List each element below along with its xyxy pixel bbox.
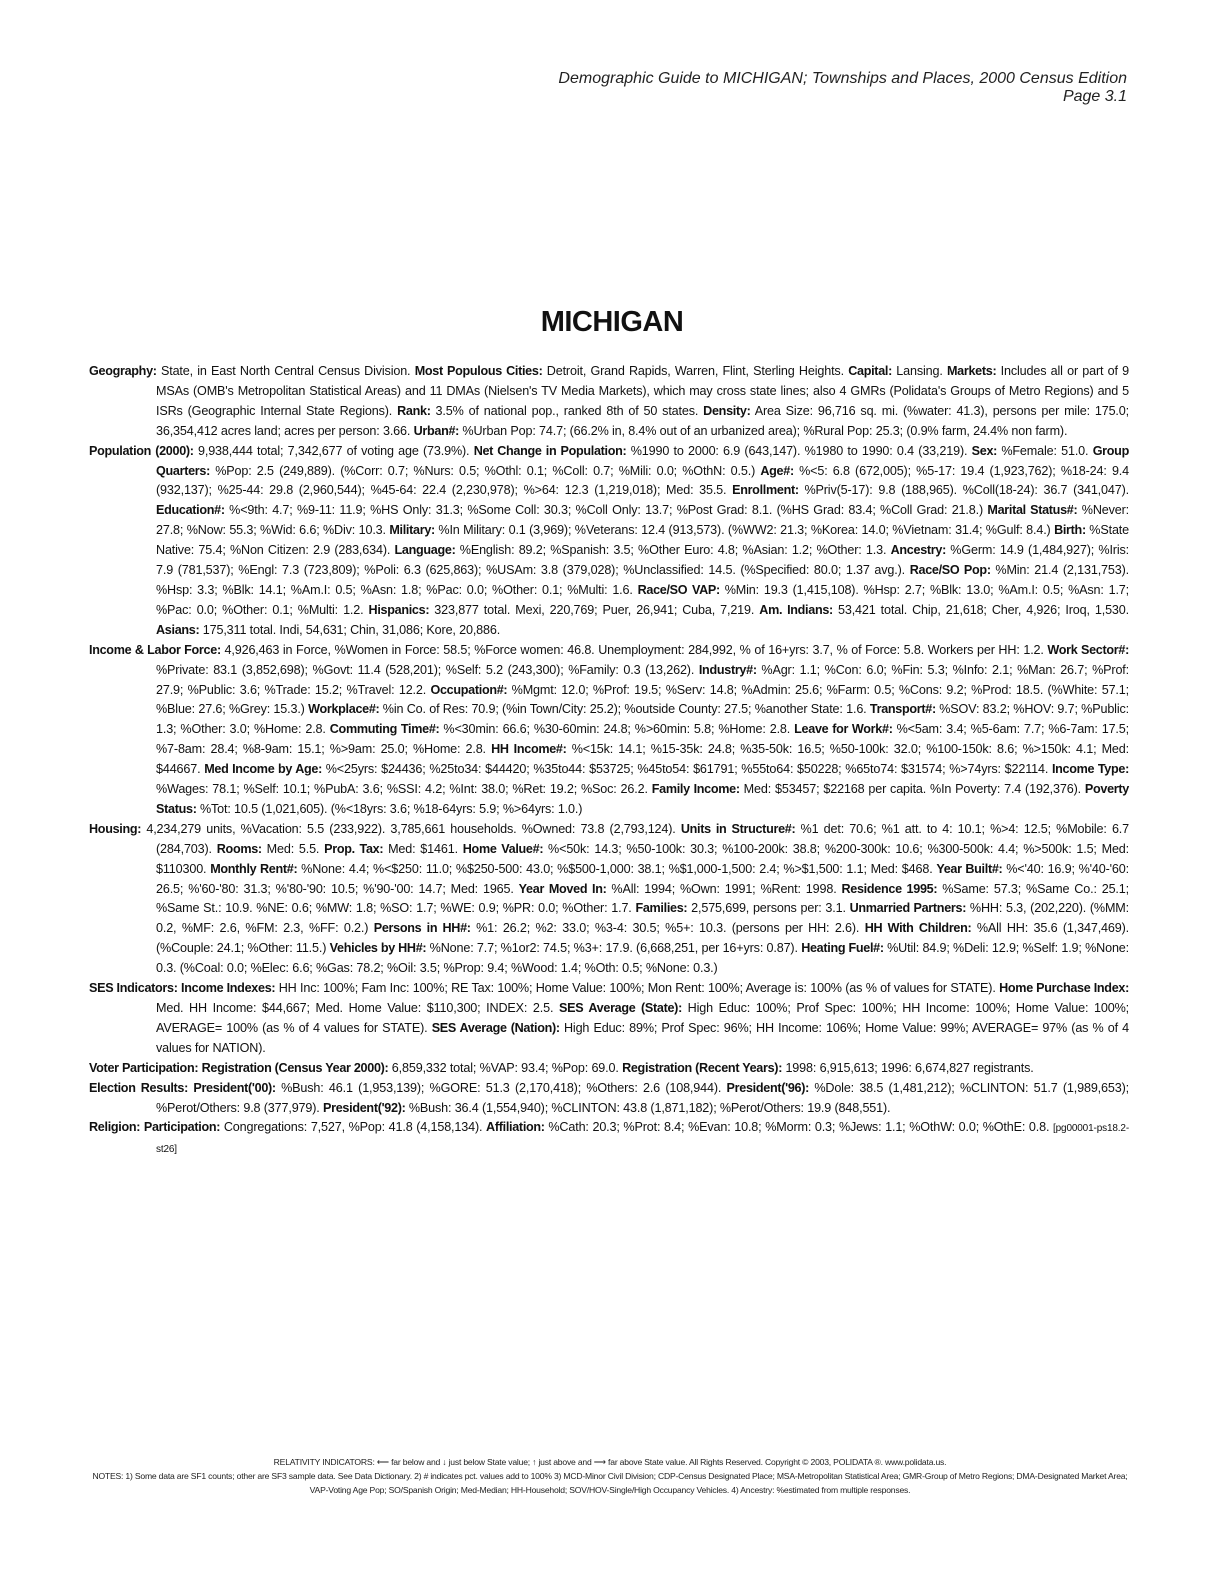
field-value: %Female: 51.0. xyxy=(997,443,1093,458)
field-value: HH Inc: 100%; Fam Inc: 100%; RE Tax: 100%; Home Value: 100%; Mon Rent: 100%; Average is: 100% (as % of values for STATE). xyxy=(275,981,1000,996)
field-label: Language: xyxy=(394,543,456,558)
field-label: Affiliation: xyxy=(486,1120,545,1135)
field-value: Med. HH Income: $44,667; Med. Home Value: $110,300; INDEX: 2.5. xyxy=(156,1001,559,1015)
field-value: %Wages: 78.1; %Self: 10.1; %PubA: 3.6; %SSI: 4.2; %Int: 38.0; %Ret: 19.2; %Soc: 26.2. xyxy=(156,782,652,797)
field-label: Sex: xyxy=(971,443,998,458)
field-value: Med: 5.5. xyxy=(261,841,325,856)
field-value: 323,877 total. Mexi, 220,769; Puer, 26,941; Cuba, 7,219. xyxy=(429,602,760,617)
field-value: 3.5% of national pop., ranked 8th of 50 states. xyxy=(430,403,704,418)
field-label: President('92): xyxy=(323,1100,406,1115)
section-label: Religion: xyxy=(89,1120,141,1135)
field-value: %Cath: 20.3; %Prot: 8.4; %Evan: 10.8; %Morm: 0.3; %Jews: 1.1; %OthW: 0.0; %OthE: 0.8. xyxy=(544,1120,1053,1135)
field-value: 2,575,699, persons per: 3.1. xyxy=(687,901,850,916)
field-label: Home Purchase Index: xyxy=(999,981,1130,996)
field-label: Heating Fuel#: xyxy=(801,941,884,956)
section-election-results xyxy=(89,1079,1129,1119)
field-label: Family Income: xyxy=(651,782,740,797)
field-label: Net Change in Population: xyxy=(473,443,627,458)
field-label: Residence 1995: xyxy=(841,881,938,896)
field-value: Detroit, Grand Rapids, Warren, Flint, Sterling Heights. xyxy=(542,364,849,378)
field-value: %Agr: 1.1; %Con: 6.0; %Fin: 5.3; %Info: 2.1; %Man: 26.7; %Prof: 27.9; %Public: 3.6; %Trade: 15.2; %Travel: 12.2. xyxy=(156,662,1130,697)
field-value: Lansing. xyxy=(892,364,947,378)
field-value: %Util: 84.9; %Deli: 12.9; %Self: 1.9; %None: 0.3. (%Coal: 0.0; %Elec: 6.6; %Gas: 78.2; %Oil: 3.5; %Prop: 9.4; %Wood: 1.4; %Oth: 0.5; %None: 0.3.) xyxy=(156,941,1130,976)
field-value: %Bush: 46.1 (1,953,139); %GORE: 51.3 (2,170,418); %Others: 2.6 (108,944). xyxy=(275,1080,727,1095)
field-label: Commuting Time#: xyxy=(329,722,440,737)
field-label: SES Average (State): xyxy=(559,1001,682,1015)
field-value: %1990 to 2000: 6.9 (643,147). %1980 to 1990: 0.4 (33,219). xyxy=(626,443,972,458)
field-value: %<25yrs: $24436; %25to34: $44420; %35to44: $53725; %45to54: $61791; %55to64: $50228; %65to74: $31574; %>74yrs: $22114. xyxy=(322,762,1052,777)
field-value: %Mgmt: 12.0; %Prof: 19.5; %Serv: 14.8; %Admin: 25.6; %Farm: 0.5; %Cons: 9.2; %Prod: 18.5. (%White: 57.1; %Blue: 27.6; %Grey: 15.3.) xyxy=(156,682,1129,717)
section-ses-indicators xyxy=(89,979,1129,1059)
field-value: %<15k: 14.1; %15-35k: 24.8; %35-50k: 16.5; %50-100k: 32.0; %100-150k: 8.6; %>150k: 4.1; Med: $44667. xyxy=(156,742,1129,777)
field-label: Industry#: xyxy=(698,662,757,677)
field-value: Med: $53457; $22168 per capita. %In Poverty: 7.4 (192,376). xyxy=(739,782,1085,797)
field-value: Area Size: 96,716 sq. mi. (%water: 41.3), persons per mile: 175.0; 36,354,412 acres land; acres per person: 3.66. xyxy=(156,403,1129,438)
field-label: Participation: xyxy=(143,1120,221,1135)
section-voter-participation xyxy=(89,1059,1129,1079)
field-label: Ancestry: xyxy=(890,543,947,558)
field-value: %In Military: 0.1 (3,969); %Veterans: 12.4 (913,573). (%WW2: 21.3; %Korea: 14.0; %Vietnam: 31.4; %Gulf: 8.4.) xyxy=(434,523,1055,538)
state-title: MICHIGAN xyxy=(540,306,684,338)
field-label: Hispanics: xyxy=(368,602,430,617)
section-religion xyxy=(89,1118,1129,1160)
field-value: %<30min: 66.6; %30-60min: 24.8; %>60min: 5.8; %Home: 2.8. xyxy=(439,722,795,737)
field-label: Group Quarters: xyxy=(156,443,1129,478)
field-label: Home Value#: xyxy=(462,841,544,856)
field-value: %1: 26.2; %2: 33.0; %3-4: 30.5; %5+: 10.3. (persons per HH: 2.6). xyxy=(470,921,865,936)
page-number: Page 3.1 xyxy=(1062,88,1127,105)
field-label: Leave for Work#: xyxy=(794,722,893,737)
section-label: SES Indicators: xyxy=(89,981,178,996)
field-value: 6,859,332 total; %VAP: 93.4; %Pop: 69.0. xyxy=(388,1060,623,1075)
field-label: HH Income#: xyxy=(491,742,567,757)
field-label: HH With Children: xyxy=(864,921,972,936)
field-value: %Priv(5-17): 9.8 (188,965). %Coll(18-24): 36.7 (341,047). xyxy=(798,483,1129,498)
field-value: %Pop: 2.5 (249,889). (%Corr: 0.7; %Nurs: 0.5; %Othl: 0.1; %Coll: 0.7; %Mili: 0.0; %OthN: 0.5.) xyxy=(210,463,761,478)
field-label: Rooms: xyxy=(216,841,262,856)
section-label: Population (2000): xyxy=(89,443,194,458)
field-value: %<9th: 4.7; %9-11: 11.9; %HS Only: 31.3; %Some Coll: 30.3; %Coll Only: 13.7; %Post Grad: 8.1. (%HS Grad: 83.4; %Coll Grad: 21.8.) xyxy=(224,503,988,518)
field-value: Congregations: 7,527, %Pop: 41.8 (4,158,134). xyxy=(220,1120,487,1135)
field-label: Transport#: xyxy=(869,702,936,717)
field-label: SES Average (Nation): xyxy=(431,1020,560,1035)
field-label: Enrollment: xyxy=(732,483,799,498)
section-label: Geography: xyxy=(89,364,157,378)
field-value: %English: 89.2; %Spanish: 3.5; %Other Euro: 4.8; %Asian: 1.2; %Other: 1.3. xyxy=(455,543,891,558)
field-value: %State Native: 75.4; %Non Citizen: 2.9 (283,634). xyxy=(156,523,1130,558)
field-value: %<'40: 16.9; %'40-'60: 26.5; %'60-'80: 31.3; %'80-'90: 10.5; %'90-'00: 14.7; Med: 1965. xyxy=(156,861,1129,896)
field-value: %Bush: 36.4 (1,554,940); %CLINTON: 43.8 (1,871,182); %Perot/Others: 19.9 (848,551). xyxy=(405,1100,891,1115)
section-population-2000 xyxy=(89,442,1129,641)
field-value: %Urban Pop: 74.7; (66.2% in, 8.4% out of an urbanized area); %Rural Pop: 25.3; (0.9% farm, 24.4% non farm). xyxy=(459,423,1068,438)
field-value: %<5: 6.8 (672,005); %5-17: 19.4 (1,923,762); %18-24: 9.4 (932,137); %25-44: 29.8 (2,960,544); %45-64: 22.4 (2,230,978); %>64: 12.3 (1,219,018); Med: 35.5. xyxy=(156,463,1130,498)
field-label: President('96): xyxy=(726,1080,810,1095)
field-label: Poverty Status: xyxy=(156,782,1129,816)
field-value: %None: 4.4; %<$250: 11.0; %$250-500: 43.0; %$500-1,000: 38.1; %$1,000-1,500: 2.4; %>$1,500: 1.1; Med: $468. xyxy=(297,861,937,876)
document-title: Demographic Guide to MICHIGAN; Townships and Places, 2000 Census Edition xyxy=(558,70,1127,87)
relativity-indicators: RELATIVITY INDICATORS: ⟵ far below and ↓ just below State value; ↑ just above and ⟶ far above State value. All Rights Reserved. Copyright © 2003, POLIDATA ®. www.polidata.us. xyxy=(273,1457,947,1467)
field-value: High Educ: 89%; Prof Spec: 96%; HH Income: 106%; Home Value: 99%; AVERAGE= 97% (as % of 4 values for NATION). xyxy=(156,1020,1129,1055)
profile-body xyxy=(89,362,1129,1160)
field-value: %<50k: 14.3; %50-100k: 30.3; %100-200k: 38.8; %200-300k: 10.6; %300-500k: 4.4; %>500k: 1.5; Med: $110300. xyxy=(156,841,1129,876)
field-value: %Never: 27.8; %Now: 55.3; %Wid: 6.6; %Div: 10.3. xyxy=(156,503,1130,538)
field-value: %None: 7.7; %1or2: 74.5; %3+: 17.9. (6,668,251, per 16+yrs: 0.87). xyxy=(426,941,802,956)
field-label: Work Sector#: xyxy=(1047,642,1129,657)
field-value: %SOV: 83.2; %HOV: 9.7; %Public: 1.3; %Other: 3.0; %Home: 2.8. xyxy=(156,702,1129,737)
field-value: %in Co. of Res: 70.9; (%in Town/City: 25.2); %outside County: 27.5; %another State: 1.6. xyxy=(379,702,870,717)
field-value: 1998: 6,915,613; 1996: 6,674,827 registrants. xyxy=(782,1060,1034,1075)
field-value: %Min: 19.3 (1,415,108). %Hsp: 2.7; %Blk: 13.0; %Am.I: 0.5; %Asn: 1.7; %Pac: 0.0; %Other: 0.1; %Multi: 1.2. xyxy=(156,582,1129,617)
field-value: 175,311 total. Indi, 54,631; Chin, 31,086; Kore, 20,886. xyxy=(199,622,501,637)
field-label: Vehicles by HH#: xyxy=(329,941,427,956)
field-label: Age#: xyxy=(760,463,794,478)
field-label: Monthly Rent#: xyxy=(210,861,298,876)
field-label: Military: xyxy=(389,523,435,538)
field-label: Asians: xyxy=(156,622,200,637)
field-value: %Private: 83.1 (3,852,698); %Govt: 11.4 (528,201); %Self: 5.2 (243,300); %Family: 0.3 (13,262). xyxy=(156,662,699,677)
section-geography xyxy=(89,362,1129,442)
field-value: %All: 1994; %Own: 1991; %Rent: 1998. xyxy=(606,881,842,896)
field-label: Am. Indians: xyxy=(759,602,833,617)
field-label: Units in Structure#: xyxy=(680,821,796,836)
field-label: Occupation#: xyxy=(430,682,508,697)
field-value: %Dole: 38.5 (1,481,212); %CLINTON: 51.7 (1,989,653); %Perot/Others: 9.8 (377,979). xyxy=(156,1080,1129,1115)
section-label: Voter Participation: xyxy=(89,1060,199,1075)
field-label: Birth: xyxy=(1054,523,1086,538)
field-value: Med: $1461. xyxy=(383,841,463,856)
field-label: Markets: xyxy=(946,364,997,378)
page-header xyxy=(558,70,1127,106)
section-income-labor-force xyxy=(89,641,1129,820)
section-label: Housing: xyxy=(89,821,142,836)
field-value: 9,938,444 total; 7,342,677 of voting age (73.9%). xyxy=(198,443,474,458)
field-value: 4,926,463 in Force, %Women in Force: 58.5; %Force women: 46.8. Unemployment: 284,992, % of 16+yrs: 3.7, % of Force: 5.8. Workers per HH: 1.2. xyxy=(224,642,1048,657)
field-label: Persons in HH#: xyxy=(373,921,471,936)
field-label: Registration (Census Year 2000): xyxy=(201,1060,389,1075)
footer-notes: NOTES: 1) Some data are SF1 counts; other are SF3 sample data. See Data Dictionary. 2) # indicates pct. values add to 100% 3) MCD-Minor Civil Division; CDP-Census Designated Place; MSA-Metropolitan Statistical Area; GMR-Group of Metro Regions; DMA-Designated Market Area; VAP-Voting Age Pop; SO/Spanish Origin; Med-Median; HH-Household; SOV/HOV-Single/High Occupancy Vehicles. 4) Ancestry: %estimated from multiple responses. xyxy=(92,1471,1128,1495)
field-label: Race/SO VAP: xyxy=(637,582,720,597)
field-value: %Same: 57.3; %Same Co.: 25.1; %Same St.: 10.9. %NE: 0.6; %MW: 1.8; %SO: 1.7; %WE: 0.9; %PR: 0.0; %Other: 1.7. xyxy=(156,881,1129,916)
field-value: %HH: 5.3, (202,220). (%MM: 0.2, %MF: 2.6, %FM: 2.3, %FF: 0.2.) xyxy=(156,901,1129,936)
field-value: %Germ: 14.9 (1,484,927); %Iris: 7.9 (781,537); %Engl: 7.3 (723,809); %Poli: 6.3 (625,863); %USAm: 3.8 (379,028); %Unclassified: 14.5. (%Specified: 80.0; 1.37 avg.). xyxy=(156,543,1129,578)
field-label: Unmarried Partners: xyxy=(849,901,967,916)
field-label: President('00): xyxy=(193,1080,276,1095)
field-value: 4,234,279 units, %Vacation: 5.5 (233,922). 3,785,661 households. %Owned: 73.8 (2,793,124). xyxy=(146,821,681,836)
field-value: %Tot: 10.5 (1,021,605). (%<18yrs: 3.6; %18-64yrs: 5.9; %>64yrs: 1.0.) xyxy=(196,801,583,816)
field-label: Year Built#: xyxy=(936,861,1003,876)
field-label: Marital Status#: xyxy=(987,503,1078,518)
field-value: %All HH: 35.6 (1,347,469). (%Couple: 24.1; %Other: 11.5.) xyxy=(156,921,1129,956)
field-value: State, in East North Central Census Division. xyxy=(160,364,415,378)
field-value: %<5am: 3.4; %5-6am: 7.7; %6-7am: 17.5; %7-8am: 28.4; %8-9am: 15.1; %>9am: 25.0; %Home: 2.8. xyxy=(156,722,1129,757)
field-label: Income Indexes: xyxy=(181,981,276,996)
field-label: Families: xyxy=(635,901,688,916)
field-label: Registration (Recent Years): xyxy=(622,1060,783,1075)
field-label: Density: xyxy=(703,403,751,418)
field-label: Capital: xyxy=(848,364,892,378)
field-label: Education#: xyxy=(156,503,225,518)
field-label: Year Moved In: xyxy=(518,881,607,896)
field-value: High Educ: 100%; Prof Spec: 100%; HH Income: 100%; Home Value: 100%; AVERAGE= 100% (as % of 4 values for STATE). xyxy=(156,1001,1129,1035)
section-housing xyxy=(89,820,1129,979)
section-label: Income & Labor Force: xyxy=(89,642,221,657)
section-label: Election Results: xyxy=(89,1080,189,1095)
field-label: Med Income by Age: xyxy=(204,762,322,777)
field-value: %1 det: 70.6; %1 att. to 4: 10.1; %>4: 12.5; %Mobile: 6.7 (284,703). xyxy=(156,821,1129,856)
page-tag: [pg00001-ps18.2-st26] xyxy=(156,1123,1129,1156)
field-value: 53,421 total. Chip, 21,618; Cher, 4,926; Iroq, 1,530. xyxy=(832,602,1129,617)
field-label: Workplace#: xyxy=(308,702,380,717)
field-label: Most Populous Cities: xyxy=(414,364,543,378)
field-label: Prop. Tax: xyxy=(324,841,384,856)
page-footer xyxy=(90,1455,1130,1497)
field-value: Includes all or part of 9 MSAs (OMB's Metropolitan Statistical Areas) and 11 DMAs (Nielsen's TV Media Markets), which may cross state lines; also 4 GMRs (Polidata's Groups of Metro Regions) and 5 ISRs (Geographic Internal State Regions). xyxy=(156,364,1129,418)
field-label: Rank: xyxy=(397,403,431,418)
field-label: Income Type: xyxy=(1051,762,1129,777)
field-label: Race/SO Pop: xyxy=(909,563,991,578)
field-value: %Min: 21.4 (2,131,753). %Hsp: 3.3; %Blk: 14.1; %Am.I: 0.5; %Asn: 1.8; %Pac: 0.0; %Other: 0.1; %Multi: 1.6. xyxy=(156,563,1130,597)
field-label: Urban#: xyxy=(413,423,460,438)
